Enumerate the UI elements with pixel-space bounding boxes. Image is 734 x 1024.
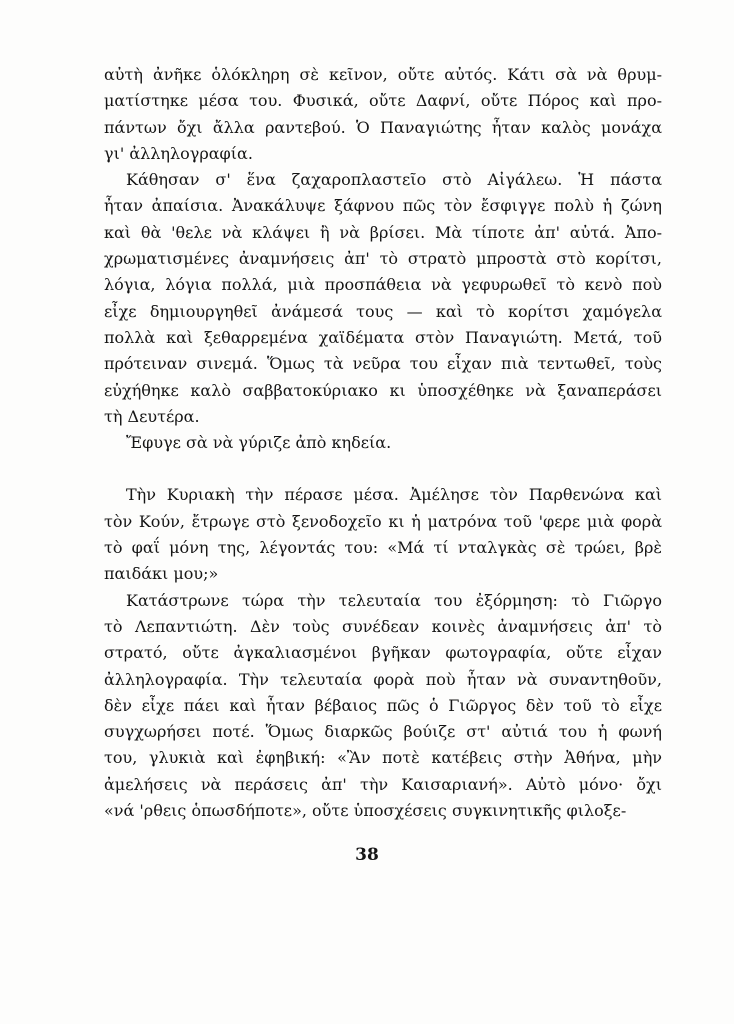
text-line: εὐχήθηκε καλὸ σαββατοκύριακο κι ὑποσχέθηκε νὰ ξαναπεράσει: [104, 380, 662, 400]
text-line: Τὴν Κυριακὴ τὴν πέρασε μέσα. Ἀμέλησε τὸν Παρθενώνα καὶ: [126, 485, 662, 505]
paragraph: [104, 62, 662, 167]
text-line: Κατάστρωνε τώρα τὴν τελευταία του ἐξόρμηση: τὸ Γιῶργο: [126, 590, 662, 610]
text-line: πρότειναν σινεμά. Ὅμως τὰ νεῦρα του εἶχαν πιὰ τεντωθεῖ, τοὺς: [104, 354, 662, 374]
text-line: πολλὰ καὶ ξεθαρρεμένα χαϊδέματα στὸν Παναγιώτη. Μετά, τοῦ: [104, 327, 662, 347]
text-line: «νά 'ρθεις ὁπωσδήποτε», οὔτε ὑποσχέσεις συγκινητικῆς φιλοξε-: [104, 801, 627, 821]
text-line: στρατό, οὔτε ἀγκαλιασμένοι βγῆκαν φωτογραφία, οὔτε εἶχαν: [104, 643, 662, 663]
text-line: ἦταν ἀπαίσια. Ἀνακάλυψε ξάφνου πῶς τὸν ἔσφιγγε πολὺ ἡ ζώνη: [104, 196, 662, 216]
text-line: τὴ Δευτέρα.: [104, 406, 200, 426]
page-text: [104, 62, 662, 824]
text-line: γι' ἀλληλογραφία.: [104, 143, 253, 163]
text-line: δὲν εἶχε πάει καὶ ἦταν βέβαιος πῶς ὁ Γιῶργος δὲν τοῦ τὸ εἶχε: [104, 695, 662, 715]
text-line: του, γλυκιὰ καὶ ἐφηβική: «Ἂν ποτὲ κατέβεις στὴν Ἀθήνα, μὴν: [104, 748, 662, 768]
text-line: πάντων ὄχι ἄλλα ραντεβού. Ὁ Παναγιώτης ἦταν καλὸς μονάχα: [104, 117, 662, 137]
text-line: αὐτὴ ἀνῆκε ὁλόκληρη σὲ κεῖνον, οὔτε αὐτός. Κάτι σὰ νὰ θρυμ-: [104, 65, 662, 84]
paragraph: [104, 588, 662, 825]
text-line: συγχωρήσει ποτέ. Ὅμως διαρκῶς βούιζε στ' αὐτιά του ἡ φωνή: [104, 722, 662, 742]
paragraph: [104, 430, 662, 456]
paragraph: [104, 482, 662, 587]
page-number: 38: [355, 845, 379, 865]
text-line: ἀλληλογραφία. Τὴν τελευταία φορὰ ποὺ ἦταν νὰ συναντηθοῦν,: [104, 669, 662, 689]
text-line: τὸν Κούν, ἔτρωγε στὸ ξενοδοχεῖο κι ἡ ματρόνα τοῦ 'φερε μιὰ φορὰ: [104, 511, 662, 531]
text-line: χρωματισμένες ἀναμνήσεις ἀπ' τὸ στρατὸ μπροστὰ στὸ κορίτσι,: [104, 249, 662, 269]
paragraph: [104, 167, 662, 430]
text-line: τὸ φαΐ μόνη της, λέγοντάς του: «Μά τί νταλγκὰς σὲ τρώει, βρὲ: [104, 538, 662, 558]
text-line: καὶ θὰ 'θελε νὰ κλάψει ἢ νὰ βρίσει. Μὰ τίποτε ἀπ' αὐτά. Ἀπο-: [104, 222, 662, 242]
text-line: εἶχε δημιουργηθεῖ ἀνάμεσά τους — καὶ τὸ κορίτσι χαμόγελα: [104, 301, 662, 321]
paragraph-gap: [104, 456, 662, 482]
text-line: λόγια, λόγια πολλά, μιὰ προσπάθεια νὰ γεφυρωθεῖ τὸ κενὸ ποὺ: [104, 275, 662, 295]
text-line: ἀμελήσεις νὰ περάσεις ἀπ' τὴν Καισαριανή». Αὐτὸ μόνο· ὄχι: [104, 774, 662, 794]
text-line: Κάθησαν σ' ἕνα ζαχαροπλαστεῖο στὸ Αἰγάλεω. Ἡ πάστα: [126, 170, 662, 190]
text-line: παιδάκι μου;»: [104, 564, 219, 584]
text-line: Ἔφυγε σὰ νὰ γύριζε ἀπὸ κηδεία.: [126, 433, 392, 453]
text-line: ματίστηκε μέσα του. Φυσικά, οὔτε Δαφνί, οὔτε Πόρος καὶ προ-: [104, 91, 662, 111]
text-line: τὸ Λεπαντιώτη. Δὲν τοὺς συνέδεαν κοινὲς ἀναμνήσεις ἀπ' τὸ: [104, 616, 662, 636]
